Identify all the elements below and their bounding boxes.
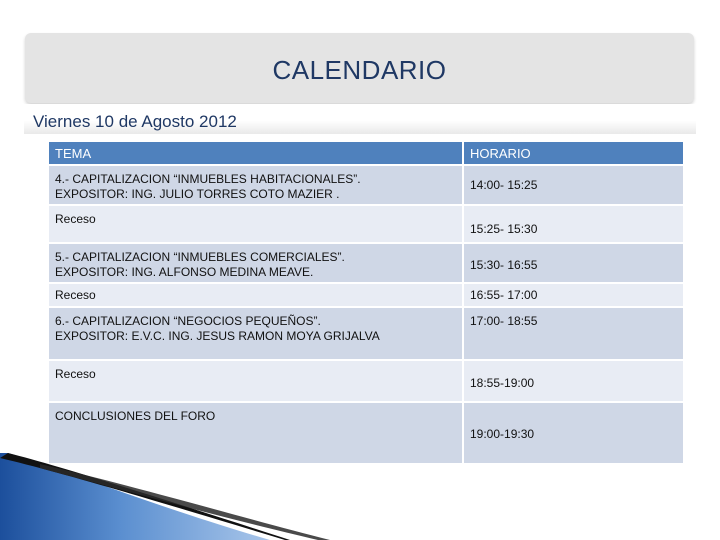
horario-cell: 19:00-19:30 <box>463 402 684 464</box>
tema-line: EXPOSITOR: E.V.C. ING. JESUS RAMON MOYA GRIJALVA <box>55 329 380 343</box>
tema-line: Receso <box>55 287 96 302</box>
tema-cell <box>48 307 463 360</box>
tema-cell <box>48 360 463 402</box>
slide-title: CALENDARIO <box>272 55 447 85</box>
horario-cell: 15:30- 16:55 <box>463 243 684 283</box>
tema-cell <box>48 243 463 283</box>
tema-line: CONCLUSIONES DEL FORO <box>55 409 216 423</box>
table-row <box>48 283 684 307</box>
tema-line: 5.- CAPITALIZACION “INMUEBLES COMERCIALES”. <box>55 250 345 264</box>
tema-line: EXPOSITOR: ING. ALFONSO MEDINA MEAVE. <box>55 265 314 279</box>
table-row <box>48 243 684 283</box>
tema-line: Receso <box>55 367 96 381</box>
header-horario: HORARIO <box>463 141 684 165</box>
table-row <box>48 307 684 360</box>
horario-cell: 16:55- 17:00 <box>463 283 684 307</box>
date-bar <box>24 104 696 134</box>
tema-line: EXPOSITOR: ING. JULIO TORRES COTO MAZIER . <box>55 187 340 201</box>
tema-line: Receso <box>55 212 96 226</box>
horario-cell: 14:00- 15:25 <box>463 165 684 205</box>
header-tema: TEMA <box>48 141 463 165</box>
table-header-row <box>48 141 684 165</box>
table-row <box>48 205 684 243</box>
horario-cell: 18:55-19:00 <box>463 360 684 402</box>
schedule-table <box>47 140 685 465</box>
tema-cell <box>48 165 463 205</box>
tema-cell <box>48 205 463 243</box>
tema-line: 6.- CAPITALIZACION “NEGOCIOS PEQUEÑOS”. <box>55 314 321 328</box>
decorative-swoosh <box>0 450 720 540</box>
tema-cell <box>48 283 463 307</box>
date-heading: Viernes 10 de Agosto 2012 <box>33 112 237 131</box>
horario-cell: 15:25- 15:30 <box>463 205 684 243</box>
table-row <box>48 165 684 205</box>
table-row <box>48 360 684 402</box>
title-banner <box>25 33 694 103</box>
horario-cell: 17:00- 18:55 <box>463 307 684 360</box>
tema-line: 4.- CAPITALIZACION “INMUEBLES HABITACIONALES”. <box>55 172 361 186</box>
